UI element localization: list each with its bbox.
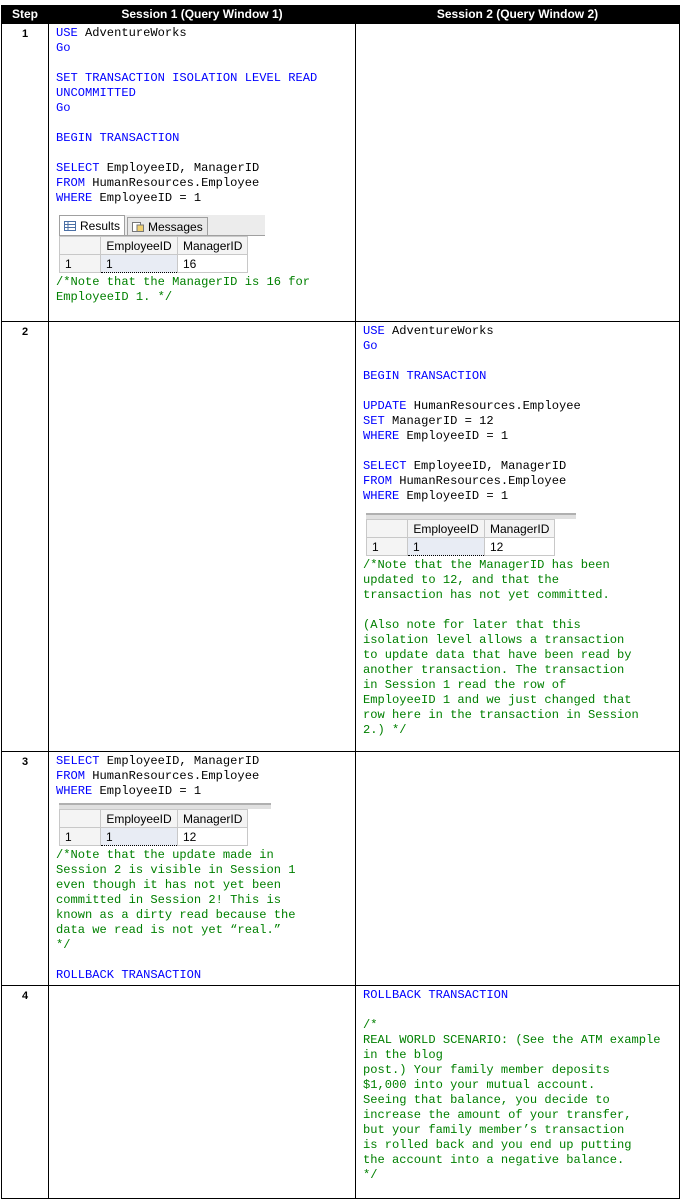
code-line: BEGIN TRANSACTION [363,369,487,383]
tab-results[interactable] [59,215,125,235]
col-header-employeeid: EmployeeID [101,237,178,255]
grid-icon [64,221,76,231]
step-row-3 [2,752,680,986]
comparison-table [1,5,680,1199]
comment-line: REAL WORLD SCENARIO: (See the ATM example [363,1033,661,1047]
grid-cell-managerid[interactable]: 12 [485,538,555,556]
session2-cell [356,986,680,1199]
comment-block [363,558,675,738]
comment-line: /*Note that the update made in [56,848,274,862]
code-line: UPDATE HumanResources.Employee [363,399,581,413]
step-number: 1 [2,24,49,322]
grid-cell-managerid[interactable]: 16 [178,255,248,273]
session1-header: Session 1 (Query Window 1) [49,6,356,24]
session1-cell [49,752,356,986]
comment-line: $1,000 into your mutual account. [363,1078,596,1092]
comment-line: transaction has not yet committed. [363,588,610,602]
comment-line: Seeing that balance, you decide to [363,1093,610,1107]
code-line: WHERE EmployeeID = 1 [56,784,202,798]
tab-results-label: Results [80,218,121,233]
code-line: SELECT EmployeeID, ManagerID [363,459,567,473]
messages-icon [132,222,144,232]
code-line: FROM HumanResources.Employee [56,769,260,783]
comment-line: Session 2 is visible in Session 1 [56,863,296,877]
comment-line: in Session 1 read the row of [363,678,567,692]
step-header: Step [2,6,49,24]
code-line: SET ManagerID = 12 [363,414,494,428]
comment-line: 2.) */ [363,723,407,737]
comment-line: another transaction. The transaction [363,663,625,677]
session2-header: Session 2 (Query Window 2) [356,6,680,24]
comment-line: even though it has not yet been [56,878,281,892]
results-pane [366,513,675,556]
comment-line: /*Note that the ManagerID is 16 for [56,275,311,289]
code-line: ROLLBACK TRANSACTION [363,988,509,1002]
code-line: Go [56,41,71,55]
code-line: SET TRANSACTION ISOLATION LEVEL READ [56,71,318,85]
code-line: FROM HumanResources.Employee [363,474,567,488]
comment-line: known as a dirty read because the [56,908,296,922]
grid-cell-employeeid[interactable]: 1 [101,255,178,273]
code-line: SELECT EmployeeID, ManagerID [56,754,260,768]
comment-line: */ [363,1168,378,1182]
step-number: 4 [2,986,49,1199]
row-number: 1 [367,538,408,556]
comment-line: committed in Session 2! This is [56,893,281,907]
tab-messages[interactable] [127,217,208,235]
step-row-4 [2,986,680,1199]
results-pane [59,803,351,846]
comment-line: /* [363,1018,378,1032]
comment-block [56,848,351,953]
code-line: WHERE EmployeeID = 1 [363,489,509,503]
grid-corner [60,237,101,255]
comment-line: (Also note for later that this [363,618,581,632]
step-row-2 [2,322,680,752]
header-row [2,6,680,24]
session1-cell [49,986,356,1199]
code-line: WHERE EmployeeID = 1 [56,191,202,205]
code-line: Go [56,101,71,115]
comment-line: post.) Your family member deposits [363,1063,610,1077]
grid-cell-employeeid[interactable]: 1 [101,828,178,846]
col-header-employeeid: EmployeeID [101,810,178,828]
comment-line: EmployeeID 1 and we just changed that [363,693,632,707]
session2-cell [356,752,680,986]
comment-line: */ [56,938,71,952]
step-number: 2 [2,322,49,752]
sql-block [56,26,351,206]
row-number: 1 [60,255,101,273]
comment-line: increase the amount of your transfer, [363,1108,632,1122]
comment-line: row here in the transaction in Session [363,708,639,722]
result-grid [366,519,555,556]
comment-line: updated to 12, and that the [363,573,559,587]
session1-cell [49,24,356,322]
comment-line: data we read is not yet “real.” [56,923,281,937]
session2-cell [356,322,680,752]
results-pane [59,215,351,273]
results-tabs [59,215,265,236]
col-header-employeeid: EmployeeID [408,520,485,538]
comment-line: the account into a negative balance. [363,1153,625,1167]
step-row-1 [2,24,680,322]
grid-corner [367,520,408,538]
code-line: WHERE EmployeeID = 1 [363,429,509,443]
comment-line: EmployeeID 1. */ [56,290,173,304]
code-line: FROM HumanResources.Employee [56,176,260,190]
code-line: USE AdventureWorks [363,324,494,338]
code-line: USE AdventureWorks [56,26,187,40]
col-header-managerid: ManagerID [485,520,555,538]
comment-line: /*Note that the ManagerID has been [363,558,610,572]
col-header-managerid: ManagerID [178,810,248,828]
grid-cell-managerid[interactable]: 12 [178,828,248,846]
code-line: BEGIN TRANSACTION [56,131,180,145]
grid-cell-employeeid[interactable]: 1 [408,538,485,556]
comment-line: to update data that have been read by [363,648,632,662]
row-number: 1 [60,828,101,846]
grid-corner [60,810,101,828]
code-line: UNCOMMITTED [56,86,136,100]
code-line: SELECT EmployeeID, ManagerID [56,161,260,175]
step-number: 3 [2,752,49,986]
comment-line: but your family member’s transaction [363,1123,625,1137]
result-grid [59,236,248,273]
result-grid [59,809,248,846]
comment-line: isolation level allows a transaction [363,633,625,647]
comment-line: in the blog [363,1048,443,1062]
session1-cell [49,322,356,752]
session2-cell [356,24,680,322]
code-line: Go [363,339,378,353]
tab-messages-label: Messages [148,219,203,234]
col-header-managerid: ManagerID [178,237,248,255]
code-line: ROLLBACK TRANSACTION [56,968,202,982]
comment-line: is rolled back and you end up putting [363,1138,632,1152]
